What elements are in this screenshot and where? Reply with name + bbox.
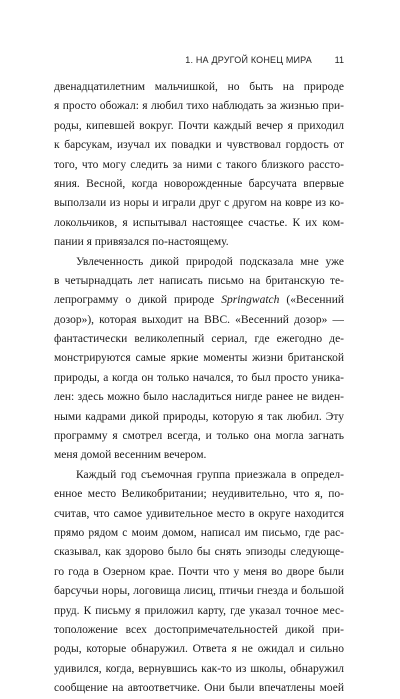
text-line: тоположение всех достопримечательностей дикой при- [54, 623, 344, 636]
text-line: пруд. К письму я приложил карту, где указал точное мес- [54, 604, 344, 617]
text-line: выползали из норы и играли друг с другом на ковре из ко- [54, 197, 344, 210]
text-line: монстрируются самые яркие моменты жизни британской [54, 352, 344, 365]
text-line: роды, кипевшей вокруг. Почти каждый вечер я приходил [54, 119, 344, 132]
text-line-start: лепрограмму о дикой природе Springwatch («Весенний [54, 294, 344, 307]
text-line: природы, а когда он только начался, то был просто уника- [54, 371, 344, 384]
text-line: меня домой весенним вечером. [54, 449, 207, 462]
text-line: дозор»), которая выходит на BBC. «Весенний дозор» — [54, 313, 344, 326]
text-line: сообщение на автоответчике. Они были впечатлены моей [54, 682, 344, 695]
text-line: фантастически великолепный сериал, где ежегодно де- [54, 333, 344, 346]
text-line: яния. Весной, когда новорожденные барсучата впервые [54, 177, 344, 190]
body-text [54, 78, 344, 699]
text-line: пании я привязался по-настоящему. [54, 236, 229, 249]
programme-title: Springwatch [221, 294, 280, 307]
text-line: роды, которые обнаружил. Ответа я не ожидал и сильно [54, 643, 344, 656]
text-line: двенадцатилетним мальчишкой, но быть на природе [54, 81, 344, 93]
text-line: того, что могу следить за ними с такого близкого рассто- [54, 158, 344, 171]
text-line: в четырнадцать лет написать письмо на британскую те- [54, 274, 344, 287]
text-line: сказывал, как здорово было бы снять эпизоды следующе- [54, 546, 344, 559]
text-line: локольчиков, я испытывал настоящее счастье. К их ком- [54, 216, 344, 229]
text-line: я просто обожал: я любил тихо наблюдать за жизнью при- [54, 100, 344, 113]
text-line: енное место Великобритании; неудивительно, что я, по- [54, 488, 344, 501]
text-line: к барсукам, изучал их повадки и чувствовал гордость от [54, 139, 344, 152]
text-line: программу я смотрел всегда, и только она могла загнать [54, 430, 344, 443]
text-line: удивился, когда, вернувшись как-то из школы, обнаружил [54, 662, 344, 675]
text-line: прямо рядом с моим домом, написал им письмо, где рас- [54, 526, 344, 539]
text-line: ными кадрами дикой природы, которую я так любил. Эту [54, 410, 344, 423]
page-number: 11 [334, 55, 344, 65]
text-line: барсучьи норы, логовища лисиц, птичьи гнезда и большой [54, 585, 344, 598]
text-line: лен: здесь можно было насладиться нигде ранее не виден- [54, 391, 344, 404]
text-line [54, 291, 344, 310]
chapter-title: 1. НА ДРУГОЙ КОНЕЦ МИРА [185, 55, 312, 65]
text-line: Каждый год съемочная группа приезжала в определ- [76, 468, 344, 481]
text-line: го года в Озерном крае. Почти что у меня во дворе были [54, 565, 344, 578]
text-line: Увлеченность дикой природой подсказала мне уже [76, 255, 344, 268]
text-line: считав, что самое удивительное место в округе находится [54, 507, 344, 520]
running-head [54, 55, 344, 69]
